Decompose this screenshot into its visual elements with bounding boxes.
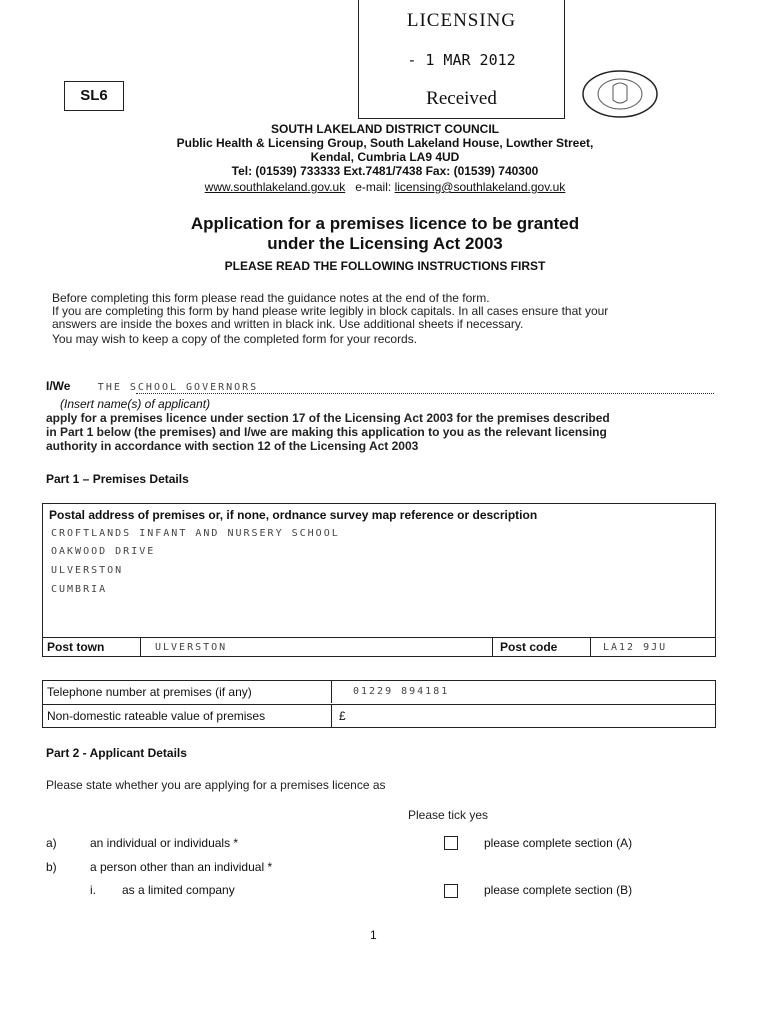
- received-stamp: [358, 0, 565, 119]
- instructions-heading: PLEASE READ THE FOLLOWING INSTRUCTIONS FIRST: [224, 259, 546, 273]
- form-code: SL6: [64, 81, 124, 111]
- rateable-row: [43, 704, 715, 727]
- address-label: Postal address of premises or, if none, ordnance survey map reference or description: [49, 508, 538, 522]
- tick-header: Please tick yes: [408, 808, 489, 822]
- instructions-line: answers are inside the boxes and written in black ink. Use additional sheets if necessary.: [52, 317, 524, 331]
- email-label: e-mail:: [355, 180, 392, 194]
- option-individual-label: an individual or individuals *: [90, 836, 239, 850]
- council-phone: Tel: (01539) 733333 Ext.7481/7438 Fax: (01539) 740300: [231, 164, 539, 178]
- applicant-name-value[interactable]: THE SCHOOL GOVERNORS: [97, 382, 259, 393]
- telephone-row: [43, 681, 715, 703]
- option-marker: a): [46, 836, 57, 850]
- option-marker: i.: [90, 883, 96, 897]
- premises-address-box: [42, 503, 716, 657]
- option-individual-action: please complete section (A): [484, 836, 633, 850]
- applicant-hint: (Insert name(s) of applicant): [60, 397, 211, 411]
- applicant-prefix: I/We: [46, 379, 71, 393]
- website-link[interactable]: www.southlakeland.gov.uk: [204, 180, 346, 194]
- applicant-statement: in Part 1 below (the premises) and I/we are making this application to you as the relevant licensing: [46, 425, 607, 439]
- part2-intro: Please state whether you are applying for a premises licence as: [46, 778, 386, 792]
- applicant-name-dotted-line: [136, 393, 714, 394]
- instructions-line: Before completing this form please read the guidance notes at the end of the form.: [52, 291, 490, 305]
- post-town-label: Post town: [43, 638, 141, 657]
- post-code-label: Post code: [494, 638, 591, 657]
- instructions-line: You may wish to keep a copy of the completed form for your records.: [52, 332, 418, 346]
- stamp-received: Received: [426, 88, 497, 109]
- instructions-line: If you are completing this form by hand please write legibly in block capitals. In all cases ensure that your: [52, 304, 609, 318]
- applicant-name-row: [46, 379, 714, 393]
- part1-heading: Part 1 – Premises Details: [46, 472, 189, 486]
- address-line[interactable]: CUMBRIA: [51, 584, 108, 595]
- contact-links: [0, 180, 770, 194]
- telephone-value[interactable]: 01229 894181: [353, 686, 450, 697]
- part2-heading: Part 2 - Applicant Details: [46, 746, 187, 760]
- option-other-label: a person other than an individual *: [90, 860, 273, 874]
- rateable-label: Non-domestic rateable value of premises: [47, 705, 332, 727]
- address-line[interactable]: OAKWOOD DRIVE: [51, 546, 156, 557]
- form-title-line1: Application for a premises licence to be granted: [190, 214, 580, 233]
- post-code-value[interactable]: LA12 9JU: [603, 642, 668, 653]
- council-department: Public Health & Licensing Group, South Lakeland House, Lowther Street,: [176, 136, 594, 150]
- option-marker: b): [46, 860, 57, 874]
- individual-checkbox[interactable]: [444, 836, 458, 850]
- applicant-statement: authority in accordance with section 12 of the Licensing Act 2003: [46, 439, 419, 453]
- post-row: [43, 637, 715, 657]
- option-company-action: please complete section (B): [484, 883, 633, 897]
- telephone-label: Telephone number at premises (if any): [47, 681, 332, 703]
- applicant-statement: apply for a premises licence under section 17 of the Licensing Act 2003 for the premises described: [46, 411, 610, 425]
- form-title-line2: under the Licensing Act 2003: [267, 234, 503, 253]
- company-checkbox[interactable]: [444, 884, 458, 898]
- post-town-value[interactable]: ULVERSTON: [141, 638, 493, 657]
- address-line[interactable]: CROFTLANDS INFANT AND NURSERY SCHOOL: [51, 528, 340, 539]
- page-number: 1: [370, 928, 377, 942]
- council-seal-icon: [580, 68, 660, 120]
- stamp-licensing: LICENSING: [406, 10, 517, 31]
- email-link[interactable]: licensing@southlakeland.gov.uk: [394, 180, 566, 194]
- option-company-label: as a limited company: [122, 883, 235, 897]
- stamp-date: - 1 MAR 2012: [407, 51, 516, 69]
- council-city: Kendal, Cumbria LA9 4UD: [310, 150, 460, 164]
- council-name: SOUTH LAKELAND DISTRICT COUNCIL: [271, 122, 499, 136]
- premises-details-table: [42, 680, 716, 728]
- address-line[interactable]: ULVERSTON: [51, 565, 124, 576]
- rateable-value[interactable]: £: [339, 709, 346, 723]
